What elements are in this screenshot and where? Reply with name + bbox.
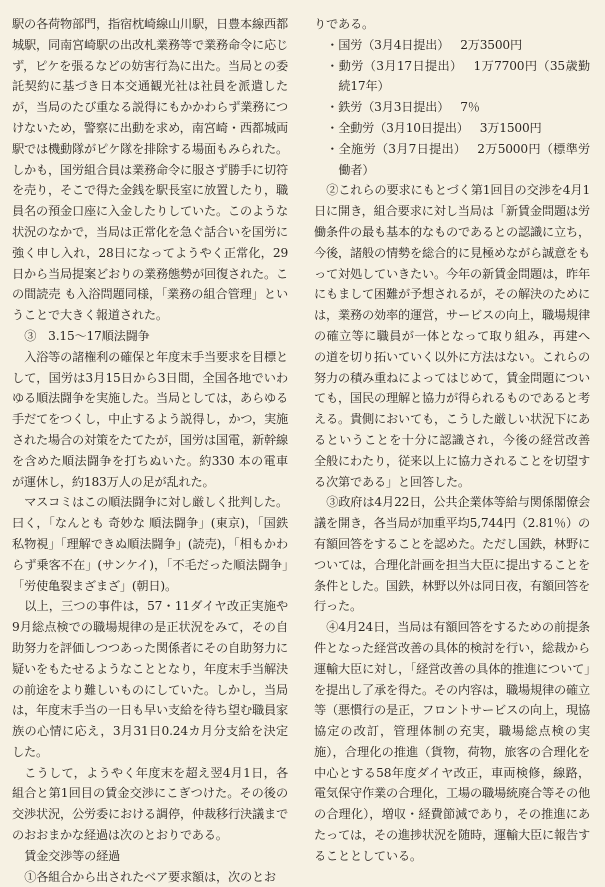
section-heading: ③ 3.15～17順法闘争 [24, 328, 150, 343]
submission-date: （3月17日提出） [363, 58, 463, 73]
demand-amount: 2万3500円 [460, 37, 522, 52]
submission-date: （3月3日提出） [362, 100, 450, 115]
submission-date: （3月4日提出） [362, 37, 450, 52]
paragraph: マスコミはこの順法闘争に対し厳しく批判した。曰く，「なんとも 奇妙な 順法闘争」(東京)，「国鉄私物視」「理解できぬ順法闘争」(読売)，「相もかわらず乗客不在」(サンケイ)，「不毛だった順法闘争」「労使亀裂まざまざ」(朝日)。 [12, 495, 288, 593]
list-item: ・全施労（3月7日提出） 2万5000円（標準労働者） [326, 141, 590, 177]
paragraph: 駅の各荷物部門，指宿枕崎線山川駅，日豊本線西都城駅，同南宮崎駅の出改札業務等で業務命令に応じず，ピケを張るなどの妨害行為に出た。当局との委託契約に基づき日本交通観光社は社員を派遣したが，当局のたび重なる説得にもかかわらず業務につけないため，警察に出動を求め，南宮崎・西都城両駅では機動隊がピケ隊を排除する場面もみられた。しかも，国労組合員は業務命令に服さず勝手に切符を売り，そこで得た金銭を駅長室に放置したり，職員名の預金口座に入金したりしていた。このような状況のなかで，当局は正常化を急ぐ話合いを国労に強く申し入れ，28日になってようやく正常化，29日から当局提案どおりの業務態勢が回復された。この間読売 も入浴問題同様，「業務の組合管理」ということで大きく報道された。 [12, 17, 288, 323]
list-item: ・国労（3月4日提出） 2万3500円 [326, 37, 522, 52]
union-name: 鉄労 [338, 100, 363, 115]
section-heading: 賃金交渉等の経過 [24, 848, 121, 863]
list-item: ・全動労（3月10日提出） 3万1500円 [326, 120, 542, 135]
list-item: ・鉄労（3月3日提出） 7％ [326, 100, 480, 115]
paragraph: ④4月24日，当局は有額回答をするための前提条件となった経営改善の具体的検討を行い，総裁から運輸大臣に対し，「経営改善の具体的推進について」を提出し了承を得た。その内容は，職場規律の確立等（悪慣行の是正，フロントサービスの向上，現協協定の改訂，管理体制の充実，職場総点検の実施），合理化の推進（貨物，荷物，旅客の合理化を中心とする58年度ダイヤ改正，車両検修，線路，電気保守作業の合理化，工場の職場統廃合等その他の合理化），増収・経費節減であり，その推進にあたっては，その進捗状況を随時，運輸大臣に報告することとしている。 [314, 620, 590, 863]
union-name: 国労 [338, 37, 363, 52]
demand-amount: 1万7700円（35歳勤続17年） [338, 58, 590, 94]
paragraph: ①各組合から出されたベア要求額は，次のとお [24, 869, 276, 884]
submission-date: （3月7日提出） [375, 141, 467, 156]
paragraph: 入浴等の諸権利の確保と年度末手当要求を目標として，国労は3月15日から3日間，全国各地でいわゆる順法闘争を実施した。当局としては，あらゆる手だてをつくし，中止するよう説得し，かつ，実施された場合の対策をたてたが，国労は国電，新幹線を含めた順法闘争を打ちぬいた。約330 本の電車が運休し，約183万人の足が乱れた。 [12, 349, 288, 489]
demand-amount: 7％ [460, 100, 480, 115]
list-item: ・動労（3月17日提出） 1万7700円（35歳勤続17年） [326, 58, 590, 94]
left-column [12, 14, 288, 887]
demand-amount: 2万5000円（標準労働者） [338, 141, 590, 177]
right-column [314, 14, 590, 867]
paragraph: りである。 [314, 17, 374, 31]
union-name: 動労 [338, 58, 364, 73]
paragraph: ②これらの要求にもとづく第1回目の交渉を4月1日に開き，組合要求に対し当局は「新賃金問題は労働条件の最も基本的なものであるとの認識に立ち，今後，諸般の情勢を総合的に見極めながら誠意をもって対処していきたい。今年の新賃金問題は，昨年にもまして困難が予想されるが，その解決のためには，業務の効率的運営，サービスの向上，職場規律の確立等に職員が一体となって取り組み，再建への道を切り拓いていく以外に方法はない。これらの努力の積み重ねによってはじめて，賃金問題についても，国民の理解と協力が得られるものであると考える。貴側においても，こうした厳しい状況下にあるということを十分に認識され，今後の経営改善全般にわたり，従来以上に協力されることを切望する次第である」と回答した。 [314, 183, 590, 489]
paragraph: ③政府は4月22日，公共企業体等給与関係閣僚会議を開き，各当局が加重平均5,744円（2.81％）の有額回答をすることを認めた。ただし国鉄，林野については，合理化計画を担当大臣に提出することを条件とした。国鉄，林野以外は同日夜，有額回答を行った。 [314, 495, 590, 614]
demand-list [314, 35, 590, 181]
paragraph: こうして，ようやく年度末を超え翌4月1日，各組合と第1回目の賃金交渉にこぎつけた。その後の交渉状況，公労委における調停，仲裁移行決議までのおおまかな経過は次のとおりである。 [12, 765, 288, 843]
demand-amount: 3万1500円 [479, 120, 542, 135]
union-name: 全動労 [338, 120, 375, 135]
submission-date: （3月10日提出） [374, 120, 469, 135]
paragraph: 以上，三つの事件は，57・11ダイヤ改正実施や9月総点検での職場規律の是正状況をみて，その自助努力を評価しつつあった関係者にその自助努力に疑いをもたせるようなこととなり，年度末手当解決の前途をより難しいものにしていた。しかし，当局は，年度末手当の一日も早い支給を待ち望む職員家族の心情に応え，3月31日0.24カ月分支給を決定した。 [12, 599, 288, 759]
union-name: 全施労 [338, 141, 376, 156]
